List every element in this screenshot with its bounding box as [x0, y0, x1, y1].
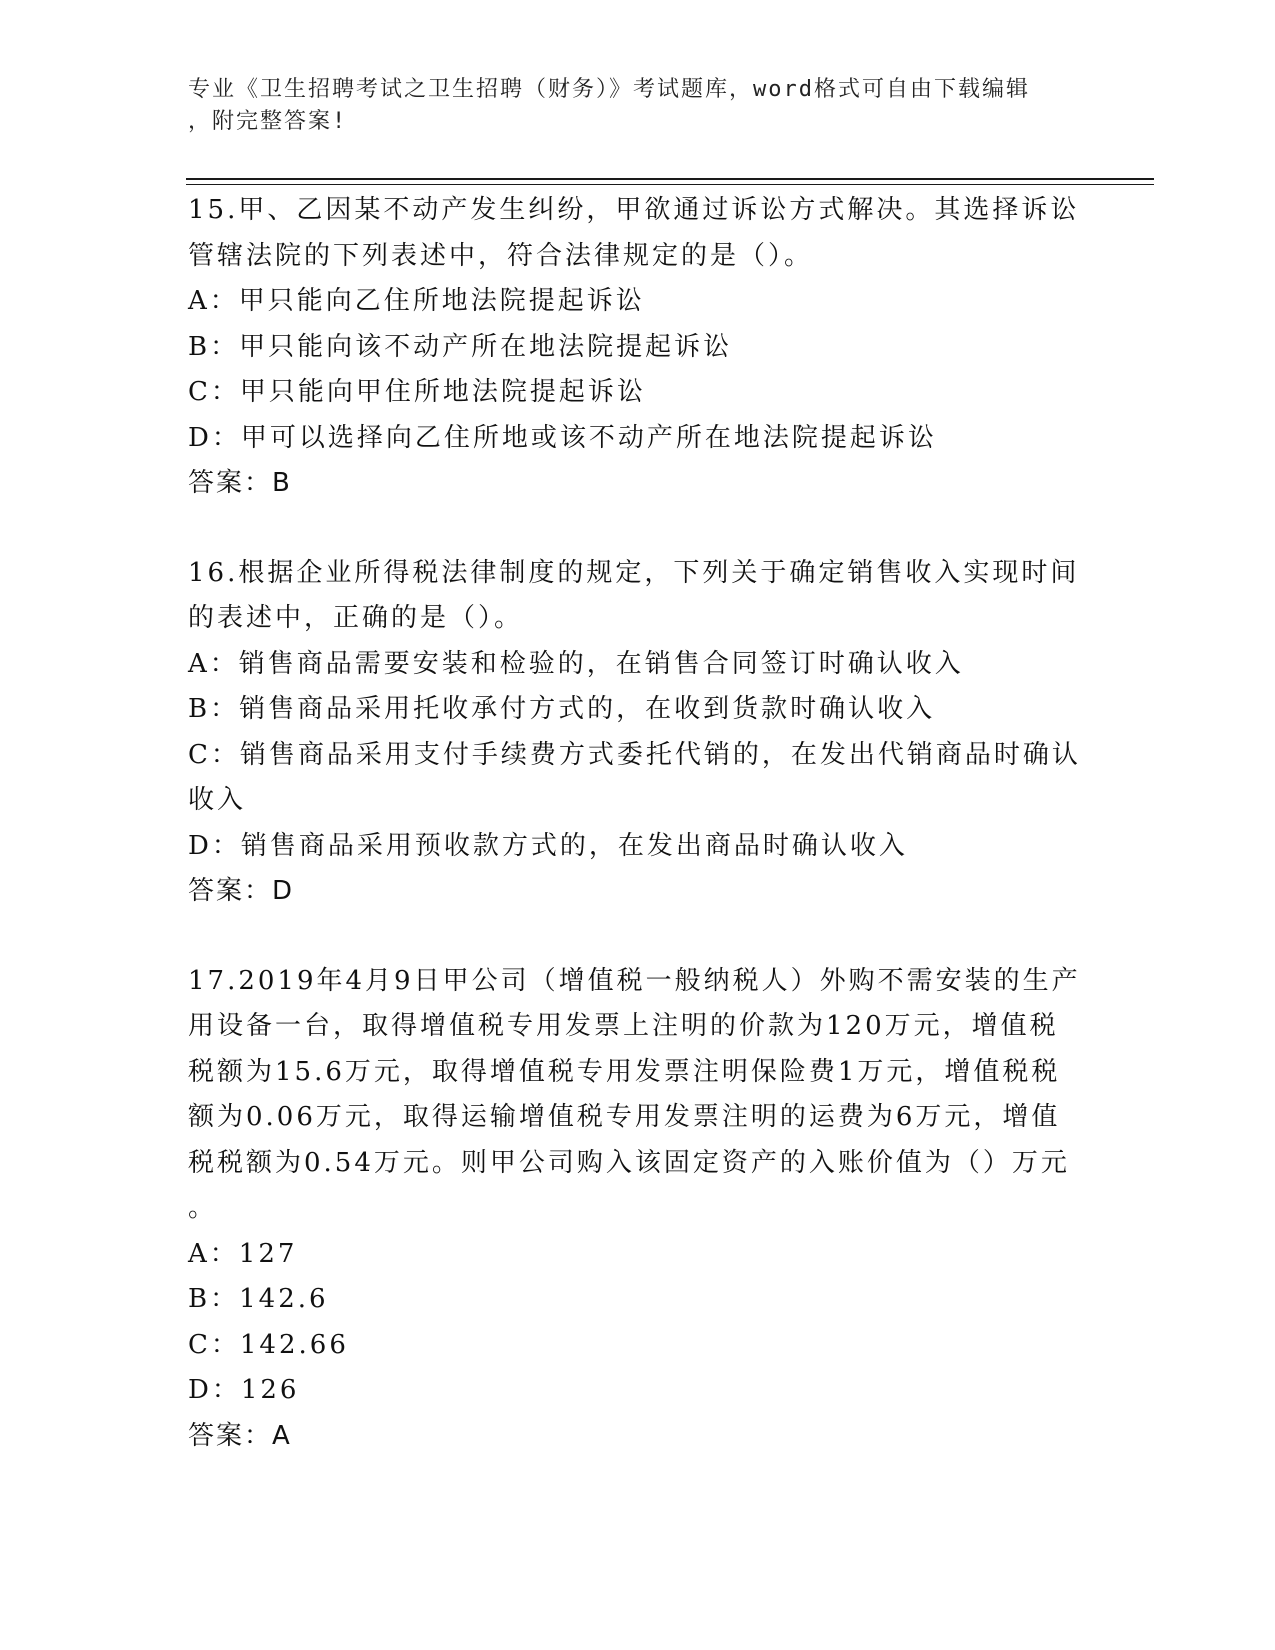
question-16	[188, 551, 1088, 915]
option-b: B：甲只能向该不动产所在地法院提起诉讼	[188, 331, 733, 362]
question-stem-line: 的表述中，正确的是（）。	[188, 603, 524, 633]
answer-label: 答案：B	[188, 468, 292, 498]
option-c-continued: 收入	[188, 785, 247, 815]
question-stem-line: 管辖法院的下列表述中，符合法律规定的是（）。	[188, 240, 814, 271]
header-line-2: ，附完整答案!	[188, 109, 348, 134]
header-divider-thick	[186, 178, 1154, 180]
option-d: D：126	[188, 1375, 300, 1405]
option-b: B：142.6	[188, 1284, 329, 1314]
option-a: A：销售商品需要安装和检验的，在销售合同签订时确认收入	[188, 648, 964, 679]
question-stem-line: 16.根据企业所得税法律制度的规定，下列关于确定销售收入实现时间	[188, 557, 1080, 588]
question-stem-line: 。	[188, 1193, 218, 1223]
answer-label: 答案：A	[188, 1420, 292, 1451]
question-stem-line: 用设备一台，取得增值税专用发票上注明的价款为120万元，增值税	[188, 1011, 1059, 1041]
header-line-1: 专业《卫生招聘考试之卫生招聘（财务）》考试题库，word格式可自由下载编辑	[188, 77, 1030, 102]
option-d: D：销售商品采用预收款方式的，在发出商品时确认收入	[188, 830, 908, 861]
question-15	[188, 188, 1088, 507]
question-list	[188, 188, 1088, 1503]
question-stem-line: 15.甲、乙因某不动产发生纠纷，甲欲通过诉讼方式解决。其选择诉讼	[188, 195, 1080, 225]
option-c: C：销售商品采用支付手续费方式委托代销的，在发出代销商品时确认	[188, 739, 1081, 770]
document-header	[188, 74, 1068, 138]
question-stem-line: 额为0.06万元，取得运输增值税专用发票注明的运费为6万元，增值	[188, 1102, 1061, 1132]
answer-label: 答案：D	[188, 876, 295, 906]
option-a: A：127	[188, 1238, 298, 1269]
question-17	[188, 959, 1088, 1460]
question-stem-line: 17.2019年4月9日甲公司（增值税一般纳税人）外购不需安装的生产	[188, 965, 1081, 996]
question-stem-line: 税税额为0.54万元。则甲公司购入该固定资产的入账价值为（）万元	[188, 1147, 1070, 1178]
option-c: C：甲只能向甲住所地法院提起诉讼	[188, 377, 646, 407]
header-divider-thin	[186, 184, 1154, 185]
option-b: B：销售商品采用托收承付方式的，在收到货款时确认收入	[188, 694, 936, 724]
option-d: D：甲可以选择向乙住所地或该不动产所在地法院提起诉讼	[188, 422, 937, 453]
question-stem-line: 税额为15.6万元，取得增值税专用发票注明保险费1万元，增值税税	[188, 1056, 1061, 1087]
option-a: A：甲只能向乙住所地法院提起诉讼	[188, 286, 645, 316]
option-c: C：142.66	[188, 1329, 349, 1360]
